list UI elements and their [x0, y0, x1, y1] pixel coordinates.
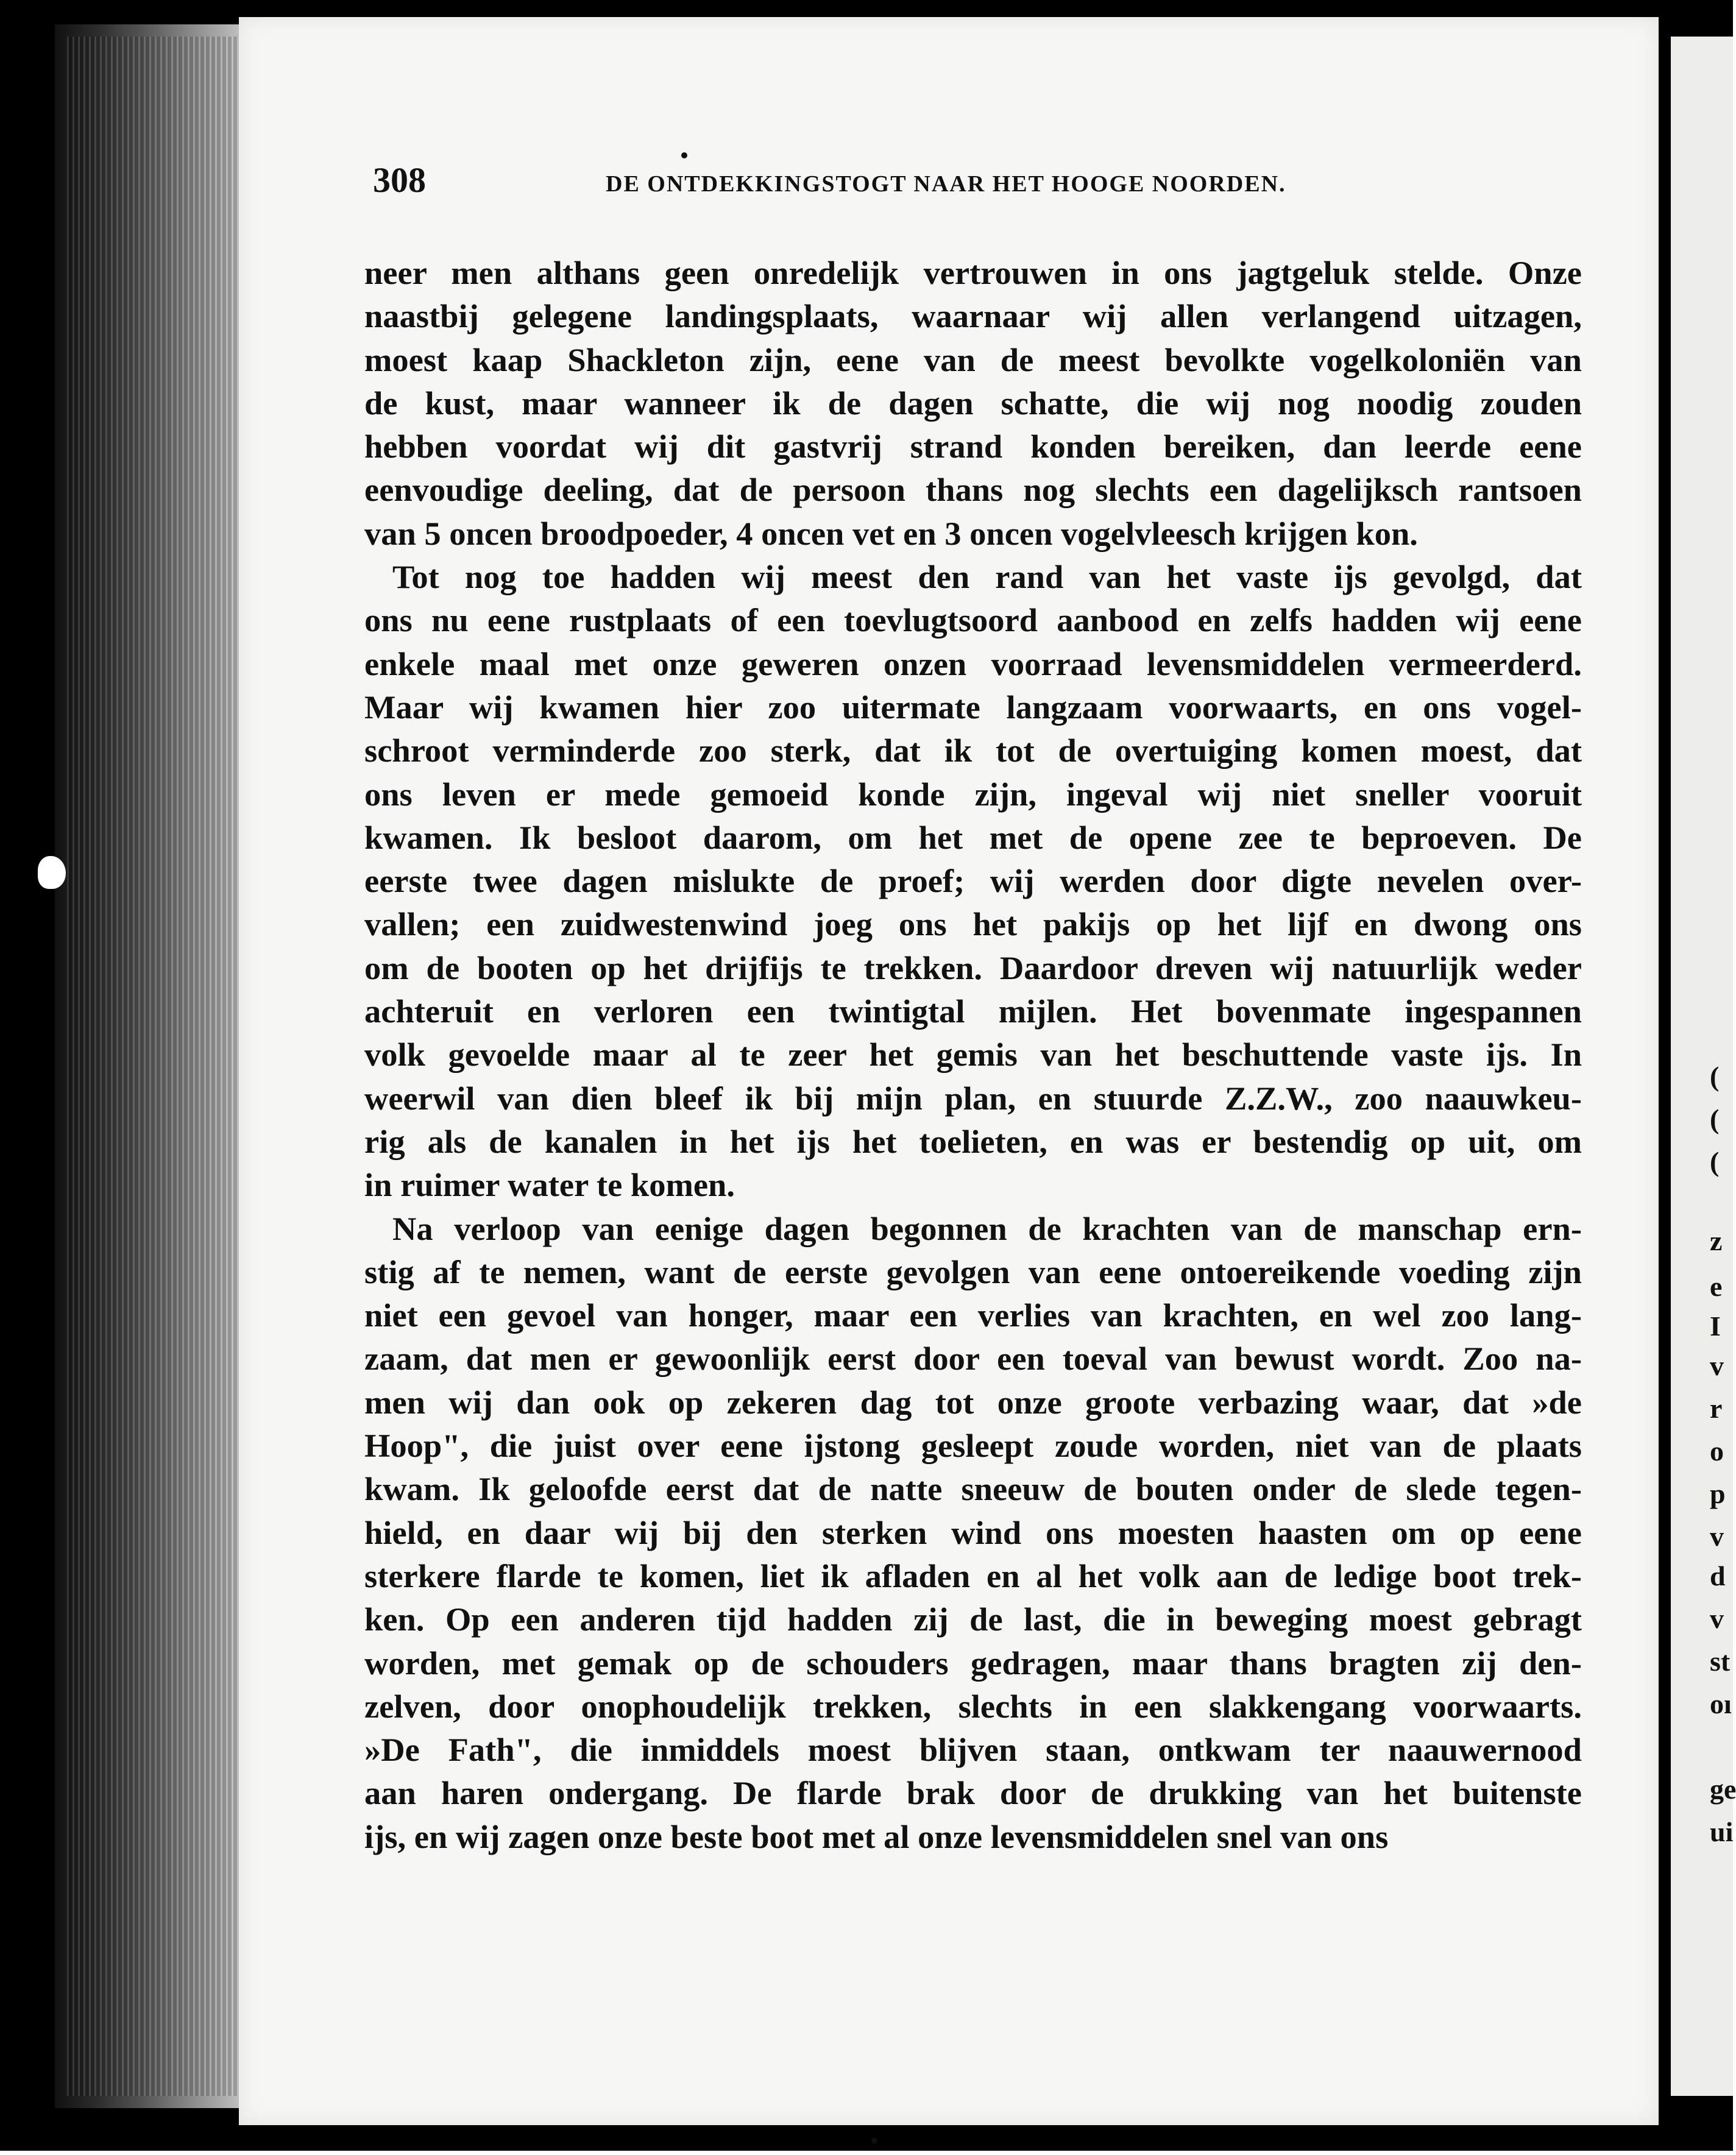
- facing-page-letter: (: [1710, 1061, 1720, 1092]
- text-line: ons nu eene rustplaats of een toevlugtsoord aanbood en zelfs hadden wij eene: [364, 601, 1582, 639]
- text-line: ken. Op een anderen tijd hadden zij de last, die in beweging moest gebragt: [364, 1601, 1582, 1638]
- text-line: zelven, door onophoudelijk trekken, slechts in een slakkengang voorwaarts.: [364, 1687, 1582, 1725]
- margin-blot: [38, 856, 66, 889]
- text-line: achteruit en verloren een twintigtal mijlen. Het bovenmate ingespannen: [364, 993, 1582, 1030]
- text-line: hield, en daar wij bij den sterken wind ons moesten haasten om op eene: [364, 1513, 1582, 1551]
- text-line: hebben voordat wij dit gastvrij strand konden bereiken, dan leerde eene: [364, 428, 1582, 465]
- facing-page-letter: o: [1710, 1435, 1724, 1467]
- facing-page-letter: (: [1710, 1103, 1720, 1134]
- text-line: Na verloop van eenige dagen begonnen de krachten van de manschap ern-: [392, 1209, 1582, 1247]
- facing-page-letter: r: [1710, 1393, 1723, 1424]
- facing-page-letter: z: [1710, 1225, 1723, 1256]
- text-line: vallen; een zuidwestenwind joeg ons het pakijs op het lijf en dwong ons: [364, 905, 1582, 943]
- page-number: 308: [373, 160, 426, 200]
- page-header: [373, 160, 1369, 208]
- facing-page-letter: d: [1710, 1560, 1726, 1591]
- facing-page-letter: st: [1710, 1646, 1731, 1677]
- text-line: kwam. Ik geloofde eerst dat de natte sneeuw de bouten onder de slede tegen-: [364, 1470, 1582, 1508]
- facing-page-letter: oı: [1710, 1688, 1732, 1719]
- text-line: moest kaap Shackleton zijn, eene van de meest bevolkte vogelkoloniën van: [364, 341, 1582, 378]
- text-line: Tot nog toe hadden wij meest den rand van het vaste ijs gevolgd, dat: [392, 558, 1582, 596]
- facing-page-letter: I: [1710, 1311, 1721, 1342]
- text-line: neer men althans geen onredelijk vertrouwen in ons jagtgeluk stelde. Onze: [364, 254, 1582, 291]
- text-line: van 5 oncen broodpoeder, 4 oncen vet en 3 oncen vogelvleesch krijgen kon.: [364, 514, 1418, 552]
- text-line: aan haren ondergang. De flarde brak door de drukking van het buitenste: [364, 1774, 1582, 1812]
- facing-page-letter: v: [1710, 1521, 1724, 1552]
- print-dot: [681, 152, 687, 158]
- text-line: ons leven er mede gemoeid konde zijn, ingeval wij niet sneller vooruit: [364, 775, 1582, 813]
- text-line: ijs, en wij zagen onze beste boot met al onze levensmiddelen snel van ons: [364, 1817, 1389, 1855]
- text-line: Maar wij kwamen hier zoo uitermate langzaam voorwaarts, en ons vogel-: [364, 688, 1582, 726]
- running-head: DE ONTDEKKINGSTOGT NAAR HET HOOGE NOORDEN.: [606, 171, 1286, 197]
- facing-page-letter: v: [1710, 1350, 1724, 1381]
- bottom-mark: •: [870, 2127, 879, 2154]
- text-line: Hoop", die juist over eene ijstong gesleept zoude worden, niet van de plaats: [364, 1427, 1582, 1465]
- text-line: sterkere flarde te komen, liet ik afladen en al het volk aan de ledige boot trek-: [364, 1557, 1582, 1594]
- text-line: in ruimer water te komen.: [364, 1166, 735, 1204]
- text-line: volk gevoelde maar al te zeer het gemis van het beschuttende vaste ijs. In: [364, 1036, 1582, 1074]
- text-line: om de booten op het drijfijs te trekken. Daardoor dreven wij natuurlijk weder: [364, 949, 1582, 986]
- text-line: eerste twee dagen mislukte de proef; wij werden door digte nevelen over-: [364, 862, 1582, 900]
- body-text: [364, 251, 1582, 1858]
- text-line: stig af te nemen, want de eerste gevolgen van eene ontoereikende voeding zijn: [364, 1253, 1582, 1290]
- text-line: worden, met gemak op de schouders gedragen, maar thans bragten zij den-: [364, 1644, 1582, 1682]
- facing-page-letter: (: [1710, 1146, 1720, 1177]
- text-line: rig als de kanalen in het ijs het toelieten, en was er bestendig op uit, om: [364, 1122, 1582, 1160]
- text-line: »De Fath", die inmiddels moest blijven staan, ontkwam ter naauwernood: [364, 1731, 1582, 1769]
- text-line: niet een gevoel van honger, maar een verlies van krachten, en wel zoo lang-: [364, 1297, 1582, 1334]
- text-line: eenvoudige deeling, dat de persoon thans nog slechts een dagelijksch rantsoen: [364, 471, 1582, 509]
- page-edge-texture: [67, 37, 238, 2096]
- facing-page-letter: ui: [1710, 1816, 1734, 1847]
- text-line: de kust, maar wanneer ik de dagen schatte, die wij nog noodig zouden: [364, 384, 1582, 422]
- text-line: kwamen. Ik besloot daarom, om het met de opene zee te beproeven. De: [364, 818, 1582, 856]
- facing-page-letter: e: [1710, 1271, 1723, 1302]
- text-line: men wij dan ook op zekeren dag tot onze groote verbazing waar, dat »de: [364, 1383, 1582, 1421]
- facing-page-letter: v: [1710, 1603, 1724, 1634]
- text-line: enkele maal met onze geweren onzen voorraad levensmiddelen vermeerderd.: [364, 645, 1582, 682]
- text-line: schroot verminderde zoo sterk, dat ik tot de overtuiging komen moest, dat: [364, 732, 1582, 770]
- text-line: weerwil van dien bleef ik bij mijn plan, en stuurde Z.Z.W., zoo naauwkeu-: [364, 1079, 1582, 1117]
- facing-page-letter: ge: [1710, 1774, 1736, 1805]
- facing-page-letter: p: [1710, 1478, 1726, 1509]
- text-line: zaam, dat men er gewoonlijk eerst door een toeval van bewust wordt. Zoo na-: [364, 1340, 1582, 1378]
- text-line: naastbij gelegene landingsplaats, waarnaar wij allen verlangend uitzagen,: [364, 297, 1582, 335]
